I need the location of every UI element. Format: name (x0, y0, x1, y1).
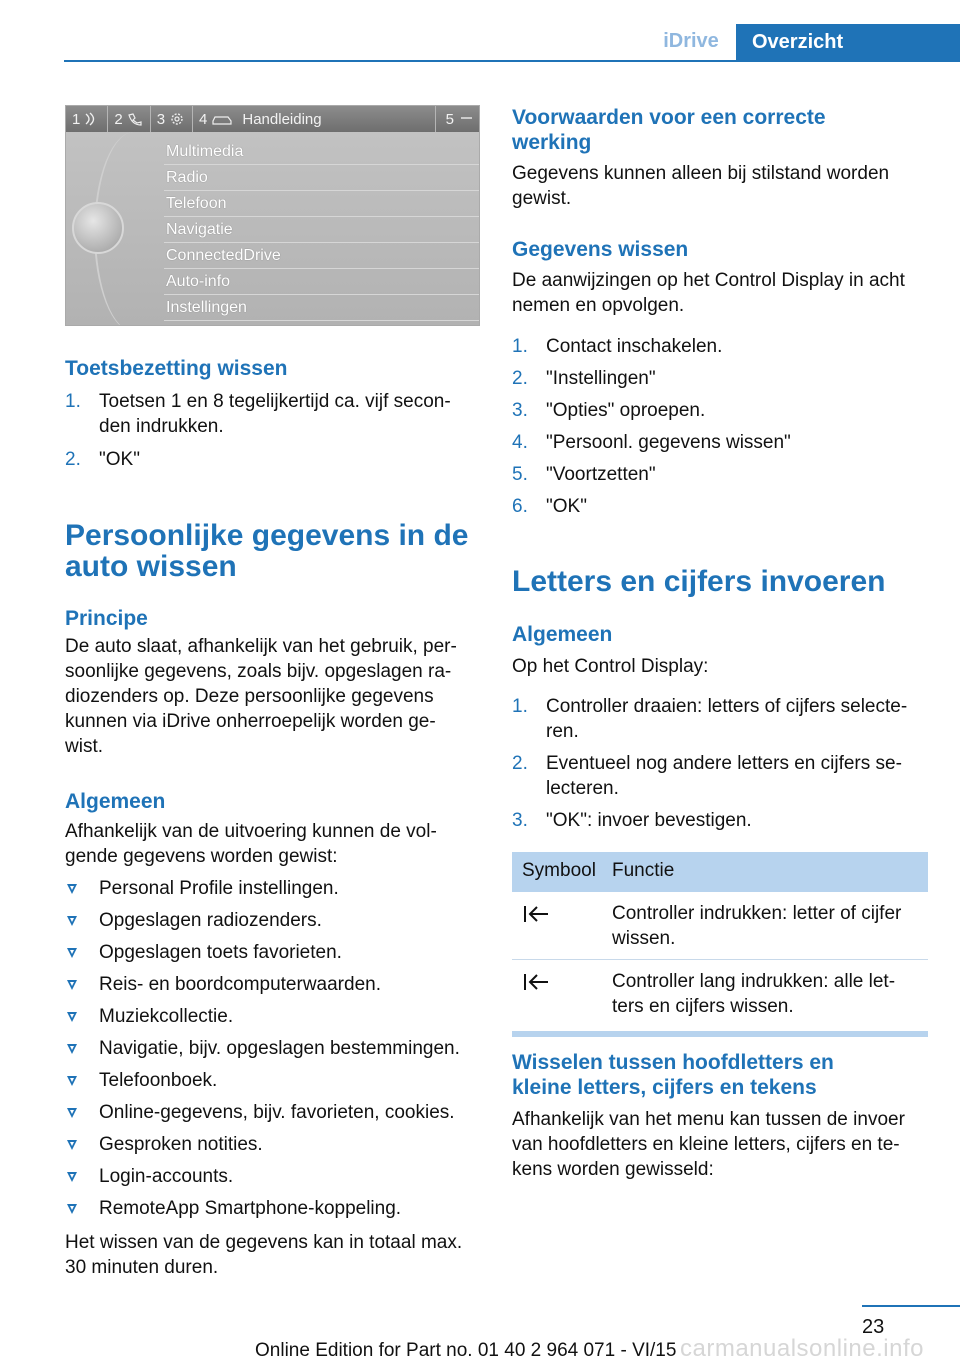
toets-step-1: 1. Toetsen 1 en 8 tegelijkertijd ca. vijf secon- den indrukken. (65, 391, 451, 437)
screen-menu-item: Radio (164, 165, 480, 191)
car-icon (210, 112, 234, 126)
table-header-functie: Functie (612, 860, 675, 881)
voorw-text: Gegevens kunnen alleen bij stilstand worden gewist. (512, 163, 890, 209)
symbol-table (512, 852, 928, 1037)
closing-text: Het wissen van de gegevens kan in totaal max. 30 minuten duren. (65, 1232, 463, 1278)
screen-tab-3: 3 (151, 106, 193, 132)
table-header-symbool: Symbool (522, 860, 596, 881)
triangle-bullet-icon (67, 1044, 77, 1054)
wisselen-heading-line1: Wisselen tussen hoofdletters en (512, 1051, 834, 1074)
letters-heading: Letters en cijfers invoeren (512, 565, 886, 598)
screen-menu-item: Instellingen (164, 295, 480, 321)
phone-icon (126, 112, 144, 126)
triangle-bullet-icon (67, 1140, 77, 1150)
triangle-bullet-icon (67, 1172, 77, 1182)
delete-arrow-icon (522, 904, 552, 924)
triangle-bullet-icon (67, 948, 77, 958)
voorw-heading-line1: Voorwaarden voor een correcte (512, 106, 826, 129)
screen-menu-item: ConnectedDrive (164, 243, 480, 269)
triangle-bullet-icon (67, 1108, 77, 1118)
algemeen-text: Afhankelijk van de uitvoering kunnen de vol- gende gegevens worden gewist: (65, 821, 437, 867)
screen-tab-4: 4 Handleiding (193, 106, 436, 132)
page-number: 23 (862, 1316, 885, 1338)
table-row (512, 892, 928, 960)
triangle-bullet-icon (67, 884, 77, 894)
alg-text: Op het Control Display: (512, 656, 709, 677)
screen-menu-item: Auto-info (164, 269, 480, 295)
voorw-heading-line2: werking (512, 131, 592, 154)
screen-tabbar (66, 106, 480, 132)
screen-tab-5: 5 (436, 106, 480, 132)
table-cell-symbol (512, 969, 612, 1019)
media-icon (83, 112, 101, 126)
wisselen-heading-line2: kleine letters, cijfers en tekens (512, 1076, 817, 1099)
header-rule (64, 60, 960, 62)
wisselen-text: Afhankelijk van het menu kan tussen de invoer van hoofdletters en kleine letters, cijfers en te- kens worden gewisseld: (512, 1109, 905, 1180)
principe-heading: Principe (65, 607, 148, 630)
footer-rule (862, 1305, 960, 1307)
wissen-heading: Gegevens wissen (512, 238, 689, 261)
idrive-screenshot (65, 105, 480, 326)
alg-step: 1. Controller draaien: letters of cijfers selecte- ren. (512, 696, 908, 742)
screen-menu-item: Multimedia (164, 139, 480, 165)
table-cell-symbol (512, 901, 612, 951)
header-tab-overzicht[interactable]: Overzicht (736, 24, 960, 62)
alg-step: 2. Eventueel nog andere letters en cijfers se- lecteren. (512, 753, 902, 799)
persoon-heading-line1: Persoonlijke gegevens in de (65, 519, 469, 552)
minus-icon (457, 112, 475, 126)
screen-menu-item: Telefoon (164, 191, 480, 217)
screen-menu-item: Navigatie (164, 217, 480, 243)
delete-arrow-icon (522, 972, 552, 992)
wissen-text: De aanwijzingen op het Control Display in acht nemen en opvolgen. (512, 270, 905, 316)
screen-tab-1: 1 (66, 106, 108, 132)
toets-heading: Toetsbezetting wissen (65, 357, 288, 380)
triangle-bullet-icon (67, 1204, 77, 1214)
table-cell-function: Controller lang indrukken: alle let- ters en cijfers wissen. (612, 971, 896, 1017)
algemeen-heading: Algemeen (65, 790, 166, 813)
screen-tab-2: 2 (108, 106, 150, 132)
principe-text: De auto slaat, afhankelijk van het gebruik, per- soonlijke gegevens, zoals bijv. opgeslagen ra- diozenders op. Deze persoonlijke gegevens kunnen via iDrive onherroepelijk worden ge- wist. (65, 636, 457, 757)
alg-heading: Algemeen (512, 623, 613, 646)
controller-knob-icon (72, 202, 124, 254)
footer-edition: Online Edition for Part no. 01 40 2 964 071 - VI/15 (255, 1340, 677, 1361)
table-bottom-rule (512, 1031, 928, 1037)
table-cell-function: Controller indrukken: letter of cijfer wissen. (612, 903, 902, 949)
triangle-bullet-icon (67, 1076, 77, 1086)
table-row (512, 960, 928, 1031)
screen-menu (164, 139, 480, 321)
gear-icon (168, 112, 186, 126)
watermark: carmanualsonline.info (680, 1335, 924, 1362)
triangle-bullet-icon (67, 1012, 77, 1022)
header-section-label: iDrive (663, 30, 719, 52)
triangle-bullet-icon (67, 980, 77, 990)
triangle-bullet-icon (67, 916, 77, 926)
table-header (512, 852, 928, 892)
persoon-heading-line2: auto wissen (65, 550, 237, 583)
